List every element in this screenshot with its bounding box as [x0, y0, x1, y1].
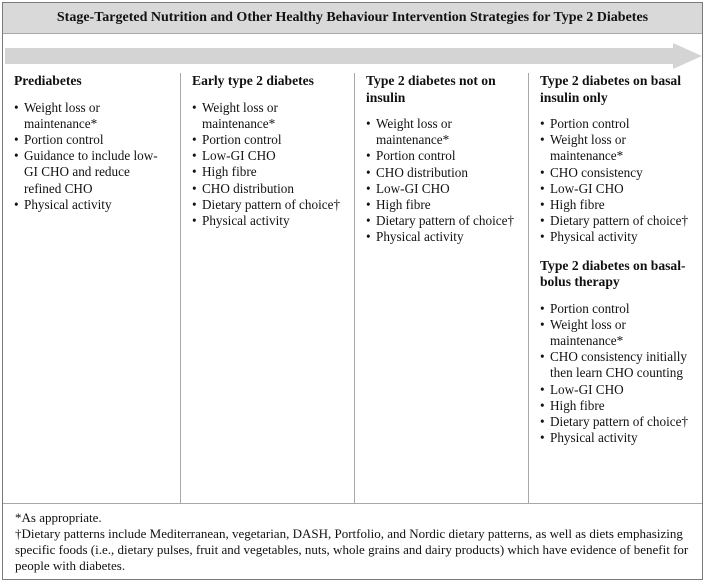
column-early-type-2: [180, 73, 354, 503]
list-item: • Weight loss or maintenance*: [366, 116, 518, 148]
footnote-dietary-patterns: †Dietary patterns include Mediterranean, vegetarian, DASH, Portfolio, and Nordic dietary patterns, as well as diets emphasizing specific foods (i.e., dietary pulses, fruit and vegetables, nuts, whole grains and dairy products) which have evidence of benefit for people with diabetes.: [15, 526, 689, 573]
figure-title: Stage-Targeted Nutrition and Other Healthy Behaviour Intervention Strategies for Type 2 Diabetes: [3, 3, 702, 34]
list-item: • High fibre: [192, 164, 344, 180]
list-item: • High fibre: [540, 197, 692, 213]
list-item: • Portion control: [366, 148, 518, 164]
column-prediabetes: [3, 73, 180, 503]
list-item: • Weight loss or maintenance*: [14, 100, 170, 132]
column-heading: Type 2 diabetes on basal insulin only: [540, 73, 681, 105]
stage-columns: [3, 73, 702, 503]
list-item: • High fibre: [540, 398, 692, 414]
list-item: • Low-GI CHO: [366, 181, 518, 197]
list-item: • CHO consistency: [540, 165, 692, 181]
list-item: • Weight loss or maintenance*: [540, 132, 692, 164]
progression-arrow: [5, 43, 704, 69]
list-item: • Dietary pattern of choice†: [192, 197, 344, 213]
strategy-list: [540, 301, 692, 447]
list-item: • Portion control: [14, 132, 170, 148]
strategy-list: [192, 100, 344, 230]
list-item: • Weight loss or maintenance*: [540, 317, 692, 349]
list-item: • CHO distribution: [192, 181, 344, 197]
column-heading: Type 2 diabetes not on insulin: [366, 73, 496, 105]
column-heading: Early type 2 diabetes: [192, 73, 314, 88]
list-item: • Dietary pattern of choice†: [540, 414, 692, 430]
list-item: • Guidance to include low-GI CHO and reduce refined CHO: [14, 148, 170, 197]
list-item: • Physical activity: [540, 229, 692, 245]
list-item: • Physical activity: [540, 430, 692, 446]
figure-frame: [2, 2, 703, 580]
strategy-list: [540, 116, 692, 246]
list-item: • Low-GI CHO: [540, 382, 692, 398]
list-item: • Weight loss or maintenance*: [192, 100, 344, 132]
list-item: • Physical activity: [14, 197, 170, 213]
list-item: • CHO consistency initially then learn CHO counting: [540, 349, 692, 381]
list-item: • Dietary pattern of choice†: [540, 213, 692, 229]
list-item: • CHO distribution: [366, 165, 518, 181]
list-item: • Low-GI CHO: [192, 148, 344, 164]
list-item: • Physical activity: [366, 229, 518, 245]
sub-heading: Type 2 diabetes on basal-bolus therapy: [540, 257, 686, 290]
column-insulin: [528, 73, 702, 503]
list-item: • High fibre: [366, 197, 518, 213]
footnotes: [3, 503, 702, 579]
list-item: • Portion control: [540, 301, 692, 317]
strategy-list: [14, 100, 170, 213]
list-item: • Portion control: [540, 116, 692, 132]
strategy-list: [366, 116, 518, 246]
column-heading: Prediabetes: [14, 73, 82, 88]
list-item: • Dietary pattern of choice†: [366, 213, 518, 229]
column-not-on-insulin: [354, 73, 528, 503]
list-item: • Portion control: [192, 132, 344, 148]
list-item: • Physical activity: [192, 213, 344, 229]
list-item: • Low-GI CHO: [540, 181, 692, 197]
footnote-as-appropriate: *As appropriate.: [15, 510, 102, 525]
